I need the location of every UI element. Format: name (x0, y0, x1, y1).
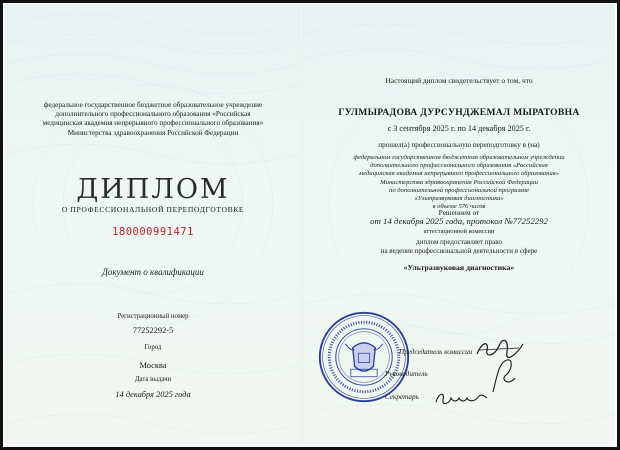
org-line: по дополнительной профессиональной программе (389, 186, 529, 194)
org-line: «Ультразвуковая диагностика» (414, 195, 504, 203)
issue-date-label: Дата выдачи (134, 376, 172, 383)
org-line: медицинская академия непрерывного профессионального образования» (359, 170, 559, 178)
decision-text: от 14 декабря 2025 года, протокол №77252292 (370, 216, 548, 226)
org-line: федеральном государственном бюджетном образовательном учреждении (353, 154, 565, 161)
org-line: федеральное государственное бюджетное образовательное учреждение (43, 101, 263, 109)
certifies-intro: Настоящий диплом свидетельствует о том, что (385, 76, 533, 85)
qualification-doc-label: Документ о квалификации (102, 267, 204, 277)
commission-text: аттестационной комиссии (423, 228, 495, 235)
reg-number-label: Регистрационный номер (117, 313, 189, 320)
org-line: дополнительного профессионального образования «Российская (370, 162, 548, 170)
diploma-title: ДИПЛОМ (76, 174, 230, 205)
head-signature-icon (489, 356, 519, 396)
issue-date-value: 14 декабря 2025 года (115, 390, 191, 399)
study-period: с 3 сентября 2025 г. по 14 декабря 2025 г. (387, 124, 531, 133)
org-line: Министерства здравоохранения Российской Федерации (380, 178, 538, 186)
serial-number: 180000991471 (112, 226, 194, 238)
org-line: медицинская академия непрерывного профессионального образования» (42, 119, 264, 128)
grants-right-text: диплом предоставляет право (416, 238, 502, 246)
org-line: дополнительного профессионального образования «Российская (55, 110, 251, 119)
decision-label: Решением от (438, 208, 480, 217)
program-organization (303, 154, 615, 211)
secretary-label: Секретарь (385, 393, 419, 401)
diploma-subtitle: О ПРОФЕССИОНАЛЬНОЙ ПЕРЕПОДГОТОВКЕ (61, 205, 245, 214)
passed-retraining-text: прошел(а) профессиональную переподготовку в (на) (378, 141, 540, 149)
official-seal (317, 310, 411, 404)
holder-name: ГУЛМЫРАДОВА ДУРСУНДЖЕМАЛ МЫРАТОВНА (338, 107, 580, 118)
diploma-right-page (303, 4, 615, 444)
head-label: Руководитель (385, 370, 428, 378)
secretary-signature-icon (433, 388, 489, 410)
org-line: Министерства здравоохранения Российской Федерации (67, 128, 239, 137)
sphere-text: на ведение профессиональной деятельности в сфере (380, 247, 538, 255)
org-line: в объеме 576 часов (432, 203, 486, 211)
diploma-left-page (5, 4, 301, 444)
issuing-organization (5, 101, 301, 138)
reg-number-value: 77252292-5 (132, 326, 174, 335)
chairman-label: Председатель комиссии (399, 348, 473, 356)
city-value: Москва (139, 361, 167, 370)
city-label: Город (144, 344, 162, 351)
specialty: «Ультразвуковая диагностика» (403, 263, 515, 272)
